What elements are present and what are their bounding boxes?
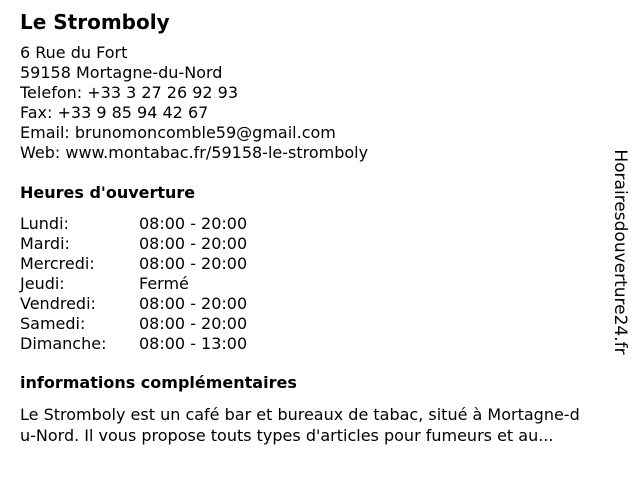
day-label: Samedi: — [20, 314, 86, 333]
hours-row-jeudi — [20, 274, 320, 294]
hours-row-samedi — [20, 314, 320, 334]
opening-hours-table — [20, 214, 320, 354]
business-name: Le Stromboly — [20, 10, 170, 34]
phone-number: Telefon: +33 3 27 26 92 93 — [20, 83, 239, 102]
website-link[interactable]: Web: www.montabac.fr/59158-le-stromboly — [20, 143, 369, 162]
hours-value: 08:00 - 20:00 — [139, 214, 248, 233]
hours-row-dimanche — [20, 334, 320, 354]
hours-row-mardi — [20, 234, 320, 254]
hours-row-lundi — [20, 214, 320, 234]
description-line: u-Nord. Il vous propose touts types d'articles pour fumeurs et au... — [20, 426, 554, 445]
hours-value: Fermé — [139, 274, 189, 293]
site-watermark — [605, 134, 635, 370]
contact-details — [20, 43, 368, 163]
hours-row-mercredi — [20, 254, 320, 274]
hours-value: 08:00 - 20:00 — [139, 254, 248, 273]
day-label: Mercredi: — [20, 254, 95, 273]
additional-info-heading: informations complémentaires — [20, 373, 297, 392]
address-street: 6 Rue du Fort — [20, 43, 128, 62]
hours-row-vendredi — [20, 294, 320, 314]
email-address: Email: brunomoncomble59@gmail.com — [20, 123, 336, 142]
hours-value: 08:00 - 20:00 — [139, 234, 248, 253]
day-label: Dimanche: — [20, 334, 107, 353]
address-city: 59158 Mortagne-du-Nord — [20, 63, 223, 82]
day-label: Jeudi: — [20, 274, 65, 293]
day-label: Lundi: — [20, 214, 69, 233]
hours-value: 08:00 - 13:00 — [139, 334, 248, 353]
description-line: Le Stromboly est un café bar et bureaux de tabac, situé à Mortagne-d — [20, 405, 580, 424]
business-description — [20, 404, 632, 446]
hours-value: 08:00 - 20:00 — [139, 294, 248, 313]
day-label: Mardi: — [20, 234, 70, 253]
watermark-text: Horairesdouverture24.fr — [610, 149, 630, 355]
day-label: Vendredi: — [20, 294, 96, 313]
hours-value: 08:00 - 20:00 — [139, 314, 248, 333]
opening-hours-heading: Heures d'ouverture — [20, 183, 196, 202]
fax-number: Fax: +33 9 85 94 42 67 — [20, 103, 209, 122]
